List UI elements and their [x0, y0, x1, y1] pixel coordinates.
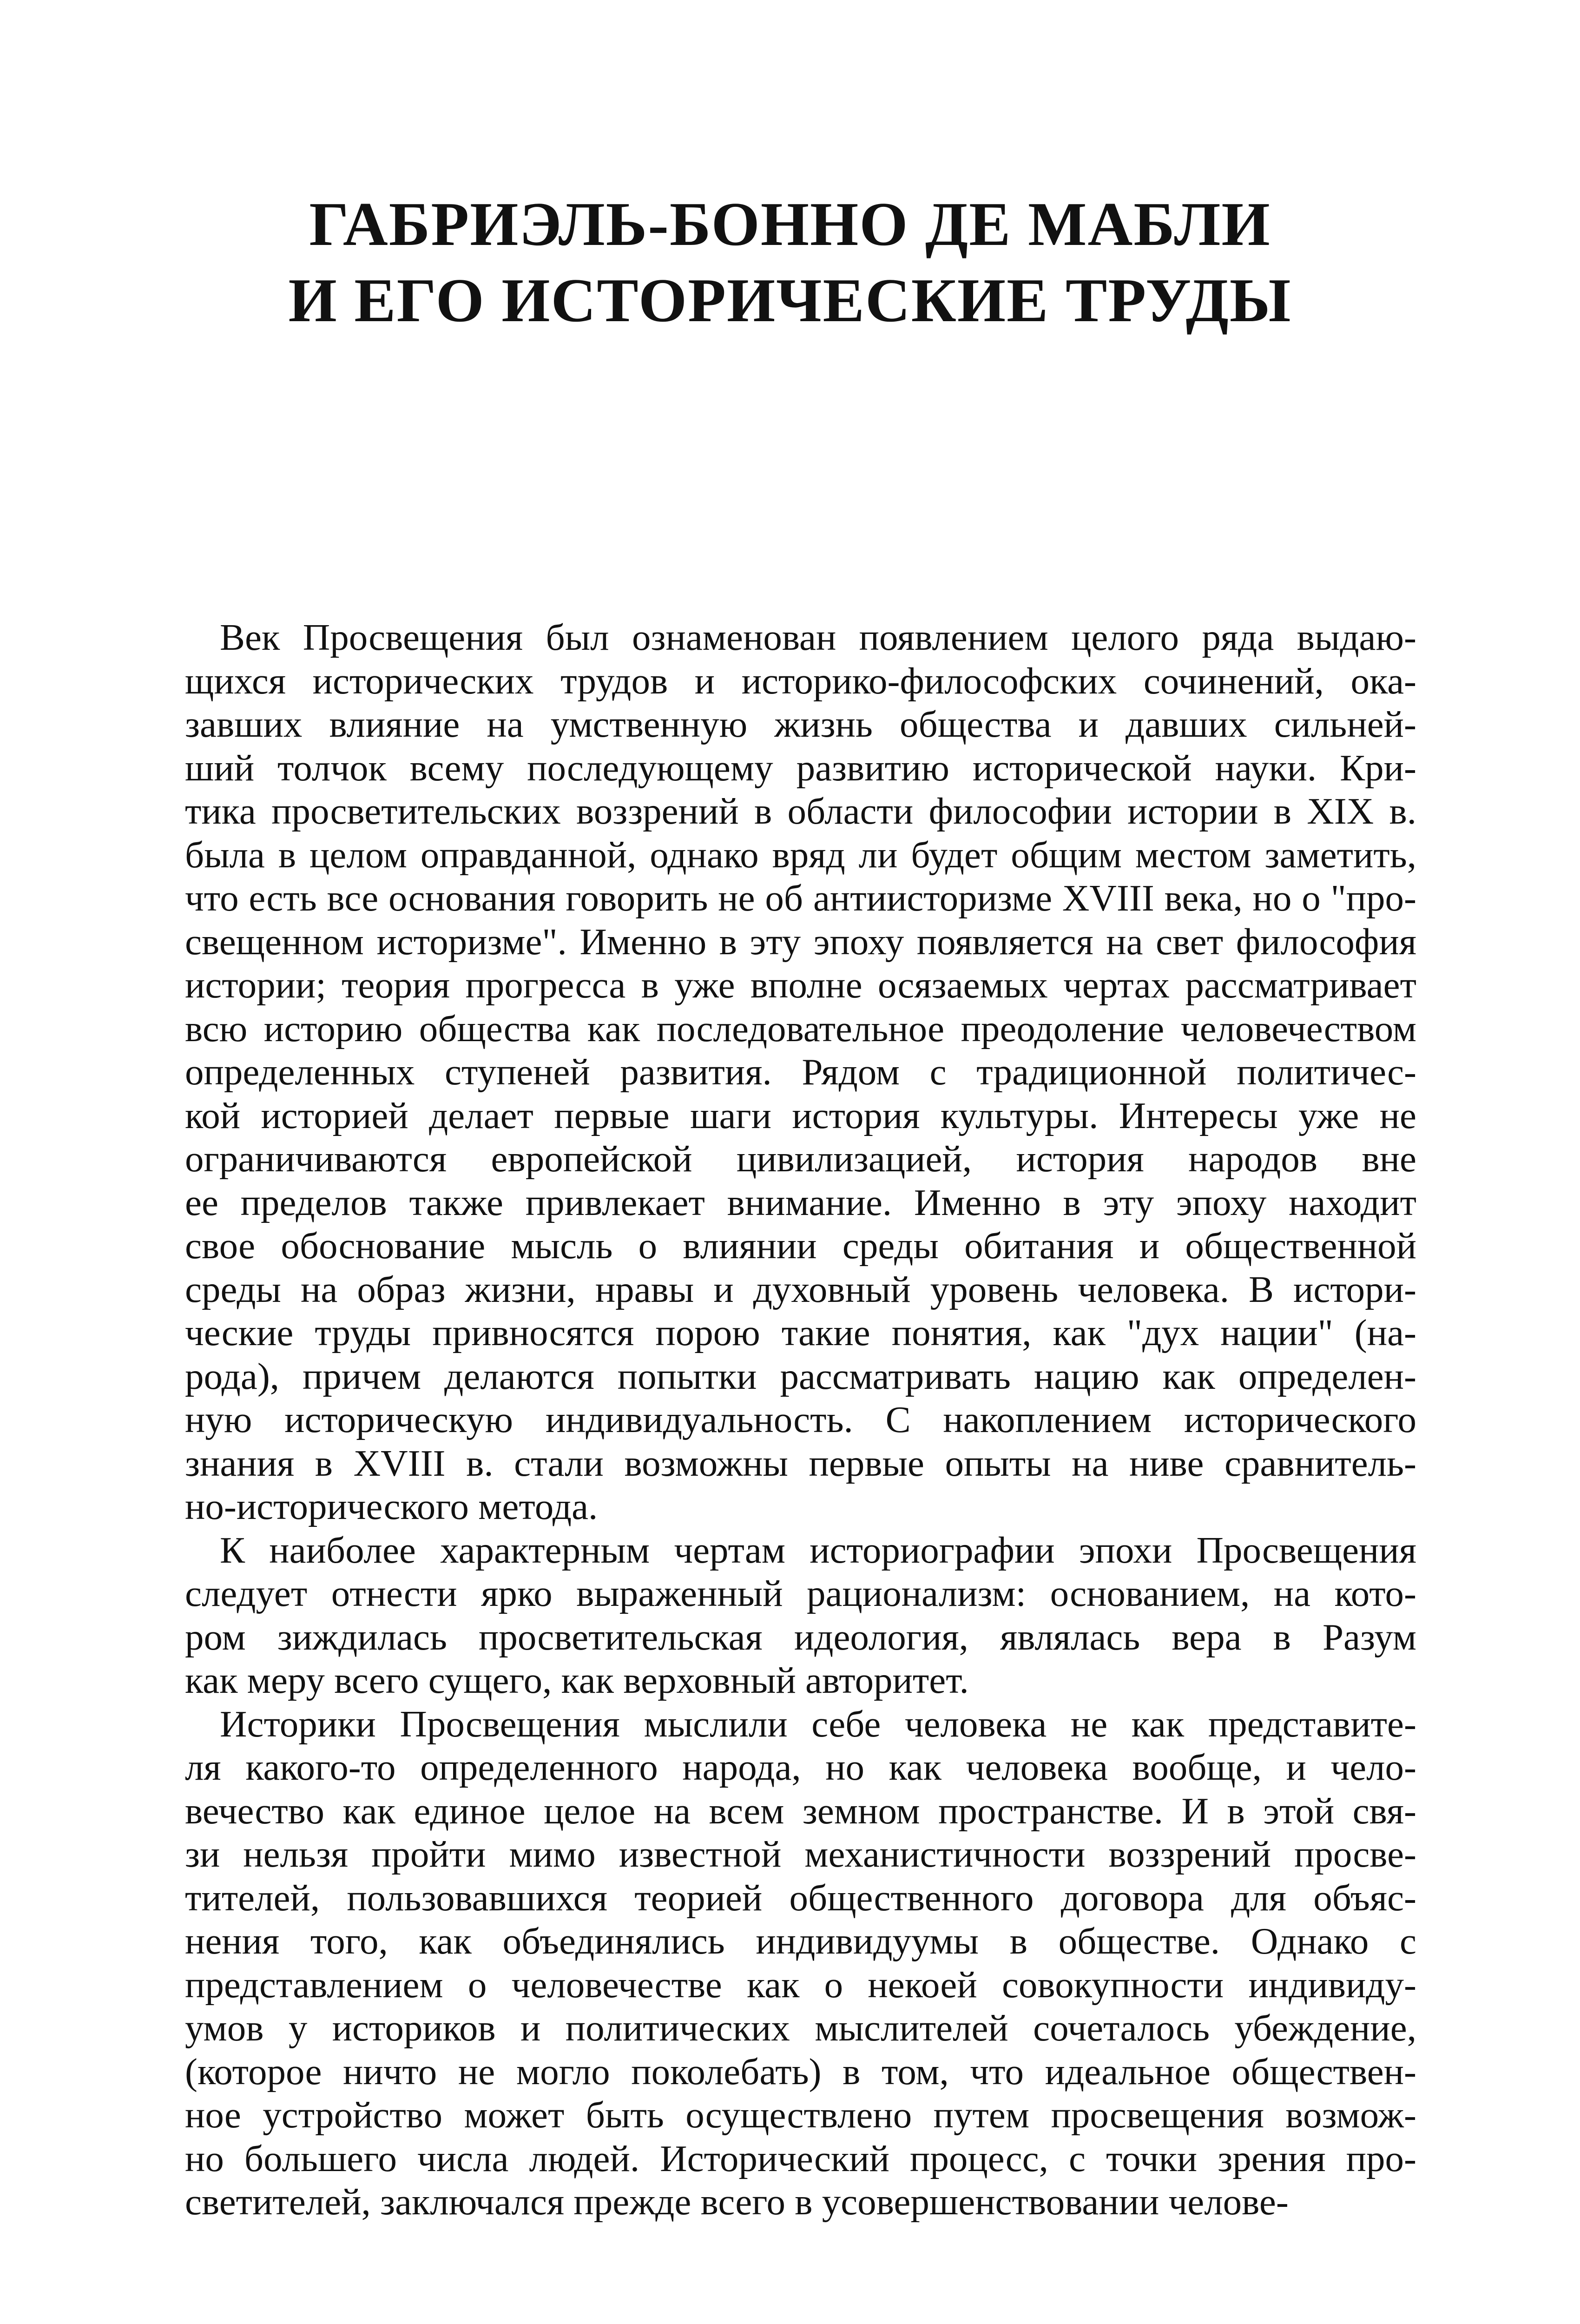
text-line: завших влияние на умственную жизнь общества и давших сильней- [185, 703, 1416, 745]
text-line: представлением о человечестве как о некоей совокупности индивиду- [185, 1963, 1416, 2006]
text-line: но-исторического метода. [185, 1486, 598, 1527]
chapter-title [0, 186, 1580, 338]
text-line: умов у историков и политических мыслителей сочеталось убеждение, [185, 2007, 1416, 2049]
text-line: ограничиваются европейской цивилизацией, история народов вне [185, 1138, 1416, 1180]
text-line: ший толчок всему последующему развитию исторической науки. Кри- [185, 746, 1416, 789]
text-line: светителей, заключался прежде всего в усовершенствовании челове- [185, 2181, 1289, 2223]
text-line: ческие труды привносятся порою такие понятия, как "дух нации" (на- [185, 1312, 1416, 1353]
text-line: ля какого-то определенного народа, но как человека вообще, и чело- [185, 1746, 1416, 1788]
text-line: ее пределов также привлекает внимание. Именно в эту эпоху находит [185, 1181, 1416, 1223]
text-line: была в целом оправданной, однако вряд ли будет общим местом заметить, [185, 833, 1416, 876]
text-line: что есть все основания говорить не об антиисторизме XVIII века, но о "про- [185, 877, 1416, 919]
text-line: Историки Просвещения мыслили себе человека не как представите- [220, 1703, 1416, 1745]
text-line: рода), причем делаются попытки рассматривать нацию как определен- [185, 1355, 1416, 1397]
text-line: ром зиждилась просветительская идеология, являлась вера в Разум [185, 1616, 1416, 1658]
text-line: ную историческую индивидуальность. С накоплением исторического [185, 1399, 1416, 1440]
text-line: определенных ступеней развития. Рядом с традиционной политичес- [185, 1051, 1416, 1093]
text-line: зи нельзя пройти мимо известной механистичности воззрений просве- [185, 1833, 1416, 1875]
text-line: свое обоснование мысль о влиянии среды обитания и общественной [185, 1225, 1416, 1267]
text-line: (которое ничто не могло поколебать) в том, что идеальное обществен- [185, 2050, 1416, 2093]
text-line: К наиболее характерным чертам историографии эпохи Просвещения [220, 1529, 1416, 1571]
text-line: как меру всего сущего, как верховный авторитет. [185, 1659, 969, 1701]
text-line: нения того, как объединялись индивидуумы в обществе. Однако с [185, 1920, 1416, 1962]
text-line: щихся исторических трудов и историко-философских сочинений, ока- [185, 660, 1416, 702]
text-line: вечество как единое целое на всем земном пространстве. И в этой свя- [185, 1789, 1416, 1832]
text-line: истории; теория прогресса в уже вполне осязаемых чертах рассматривает [185, 964, 1416, 1006]
text-line: Век Просвещения был ознаменован появлением целого ряда выдаю- [220, 616, 1416, 658]
body-text [185, 616, 1416, 2224]
paragraph-1 [185, 616, 1416, 1529]
chapter-title-line-2: И ЕГО ИСТОРИЧЕСКИЕ ТРУДЫ [288, 266, 1292, 335]
text-line: знания в XVIII в. стали возможны первые опыты на ниве сравнитель- [185, 1442, 1416, 1484]
text-line: но большего числа людей. Исторический процесс, с точки зрения про- [185, 2137, 1416, 2179]
text-line: тителей, пользовавшихся теорией общественного договора для объяс- [185, 1876, 1416, 1919]
text-line: среды на образ жизни, нравы и духовный уровень человека. В истори- [185, 1268, 1416, 1310]
text-line: тика просветительских воззрений в области философии истории в XIX в. [185, 790, 1416, 832]
text-line: ное устройство может быть осуществлено путем просвещения возмож- [185, 2094, 1416, 2136]
paragraph-2 [185, 1529, 1416, 1703]
text-line: следует отнести ярко выраженный рационализм: основанием, на кото- [185, 1572, 1416, 1614]
chapter-title-line-1: ГАБРИЭЛЬ-БОННО ДЕ МАБЛИ [309, 190, 1271, 258]
paragraph-3 [185, 1703, 1416, 2224]
text-line: всю историю общества как последовательное преодоление человечеством [185, 1007, 1416, 1050]
text-line: свещенном историзме". Именно в эту эпоху появляется на свет философия [185, 920, 1416, 963]
text-line: кой историей делает первые шаги история культуры. Интересы уже не [185, 1094, 1416, 1136]
